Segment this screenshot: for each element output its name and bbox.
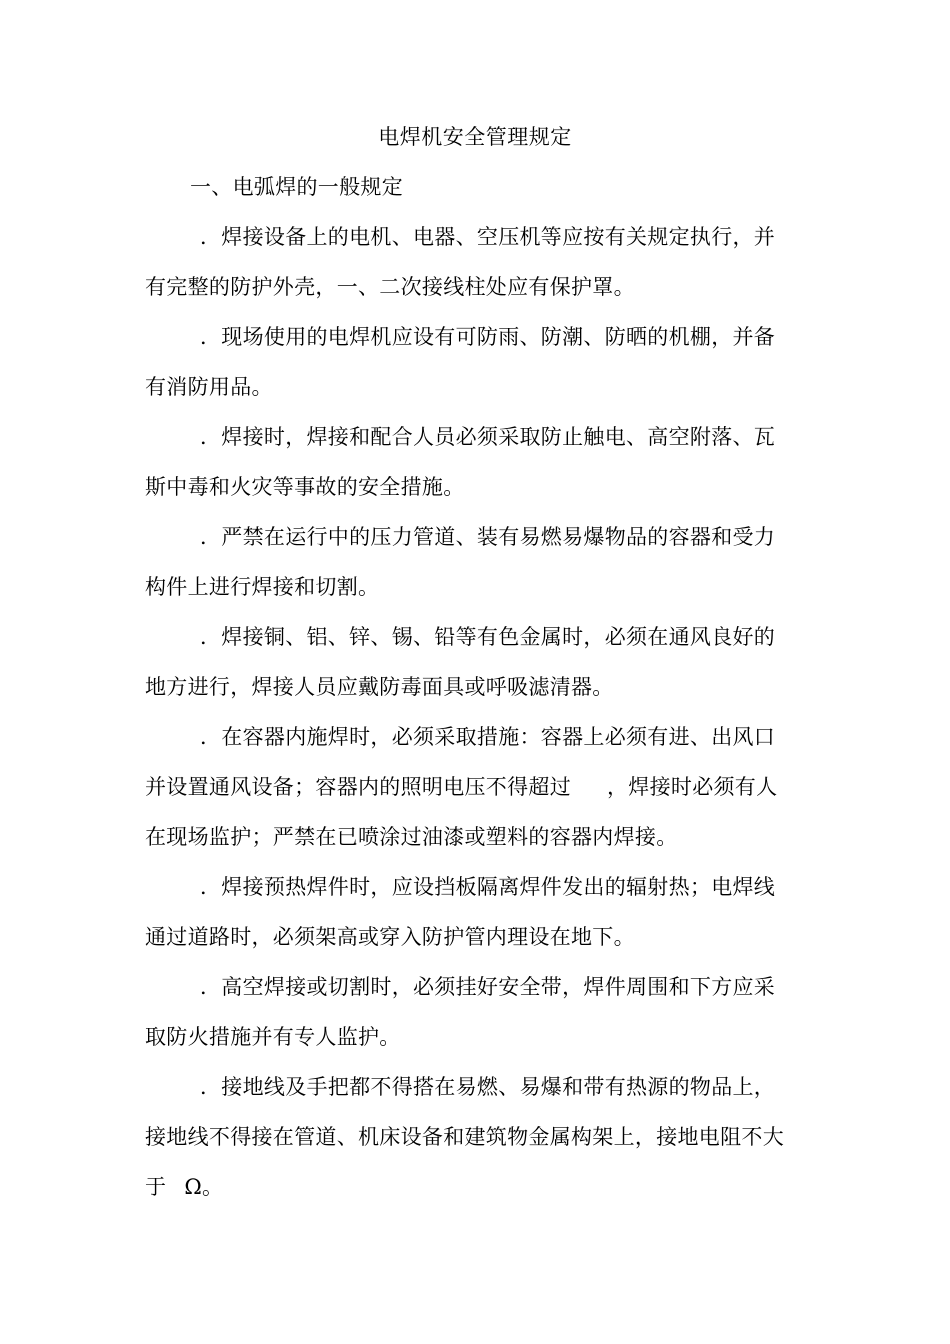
item-8-line-1: ．高空焊接或切割时，必须挂好安全带，焊件周围和下方应采	[200, 975, 776, 999]
item-6-line-2-part-1: 并设置通风设备；容器内的照明电压不得超过	[145, 775, 571, 799]
item-5-line-2: 地方进行，焊接人员应戴防毒面具或呼吸滤清器。	[145, 675, 614, 699]
item-9-line-1: ．接地线及手把都不得搭在易燃、易爆和带有热源的物品上，	[200, 1075, 776, 1099]
item-3-line-2: 斯中毒和火灾等事故的安全措施。	[145, 475, 465, 499]
item-5-line-1: ．焊接铜、铝、锌、锡、铅等有色金属时，必须在通风良好的	[200, 625, 776, 649]
item-2-line-1: ．现场使用的电焊机应设有可防雨、防潮、防晒的机棚，并备	[200, 325, 776, 349]
item-6-line-2	[145, 772, 777, 802]
item-4-line-2: 构件上进行焊接和切割。	[145, 575, 380, 599]
item-3-line-1: ．焊接时，焊接和配合人员必须采取防止触电、高空附落、瓦	[200, 425, 776, 449]
section-heading: 一、电弧焊的一般规定	[190, 175, 403, 199]
item-1-line-1: ．焊接设备上的电机、电器、空压机等应按有关规定执行，并	[200, 225, 776, 249]
item-9-line-2: 接地线不得接在管道、机床设备和建筑物金属构架上，接地电阻不大	[145, 1125, 784, 1149]
item-9-line-3-part-1: 于	[145, 1175, 167, 1199]
item-9-line-3-part-2: Ω。	[184, 1175, 224, 1199]
item-6-line-2-part-2: ，焊接时必须有人	[607, 775, 778, 799]
item-6-line-3: 在现场监护；严禁在已喷涂过油漆或塑料的容器内焊接。	[145, 825, 678, 849]
item-1-line-2: 有完整的防护外壳，一、二次接线柱处应有保护罩。	[145, 275, 635, 299]
item-8-line-2: 取防火措施并有专人监护。	[145, 1025, 401, 1049]
item-2-line-2: 有消防用品。	[145, 375, 273, 399]
item-6-line-1: ．在容器内施焊时，必须采取措施：容器上必须有进、出风口	[200, 725, 776, 749]
document-title: 电焊机安全管理规定	[378, 125, 572, 149]
item-7-line-2: 通过道路时，必须架高或穿入防护管内理设在地下。	[145, 925, 635, 949]
item-4-line-1: ．严禁在运行中的压力管道、装有易燃易爆物品的容器和受力	[200, 525, 776, 549]
item-7-line-1: ．焊接预热焊件时，应设挡板隔离焊件发出的辐射热；电焊线	[200, 875, 776, 899]
item-9-line-3	[145, 1172, 223, 1202]
